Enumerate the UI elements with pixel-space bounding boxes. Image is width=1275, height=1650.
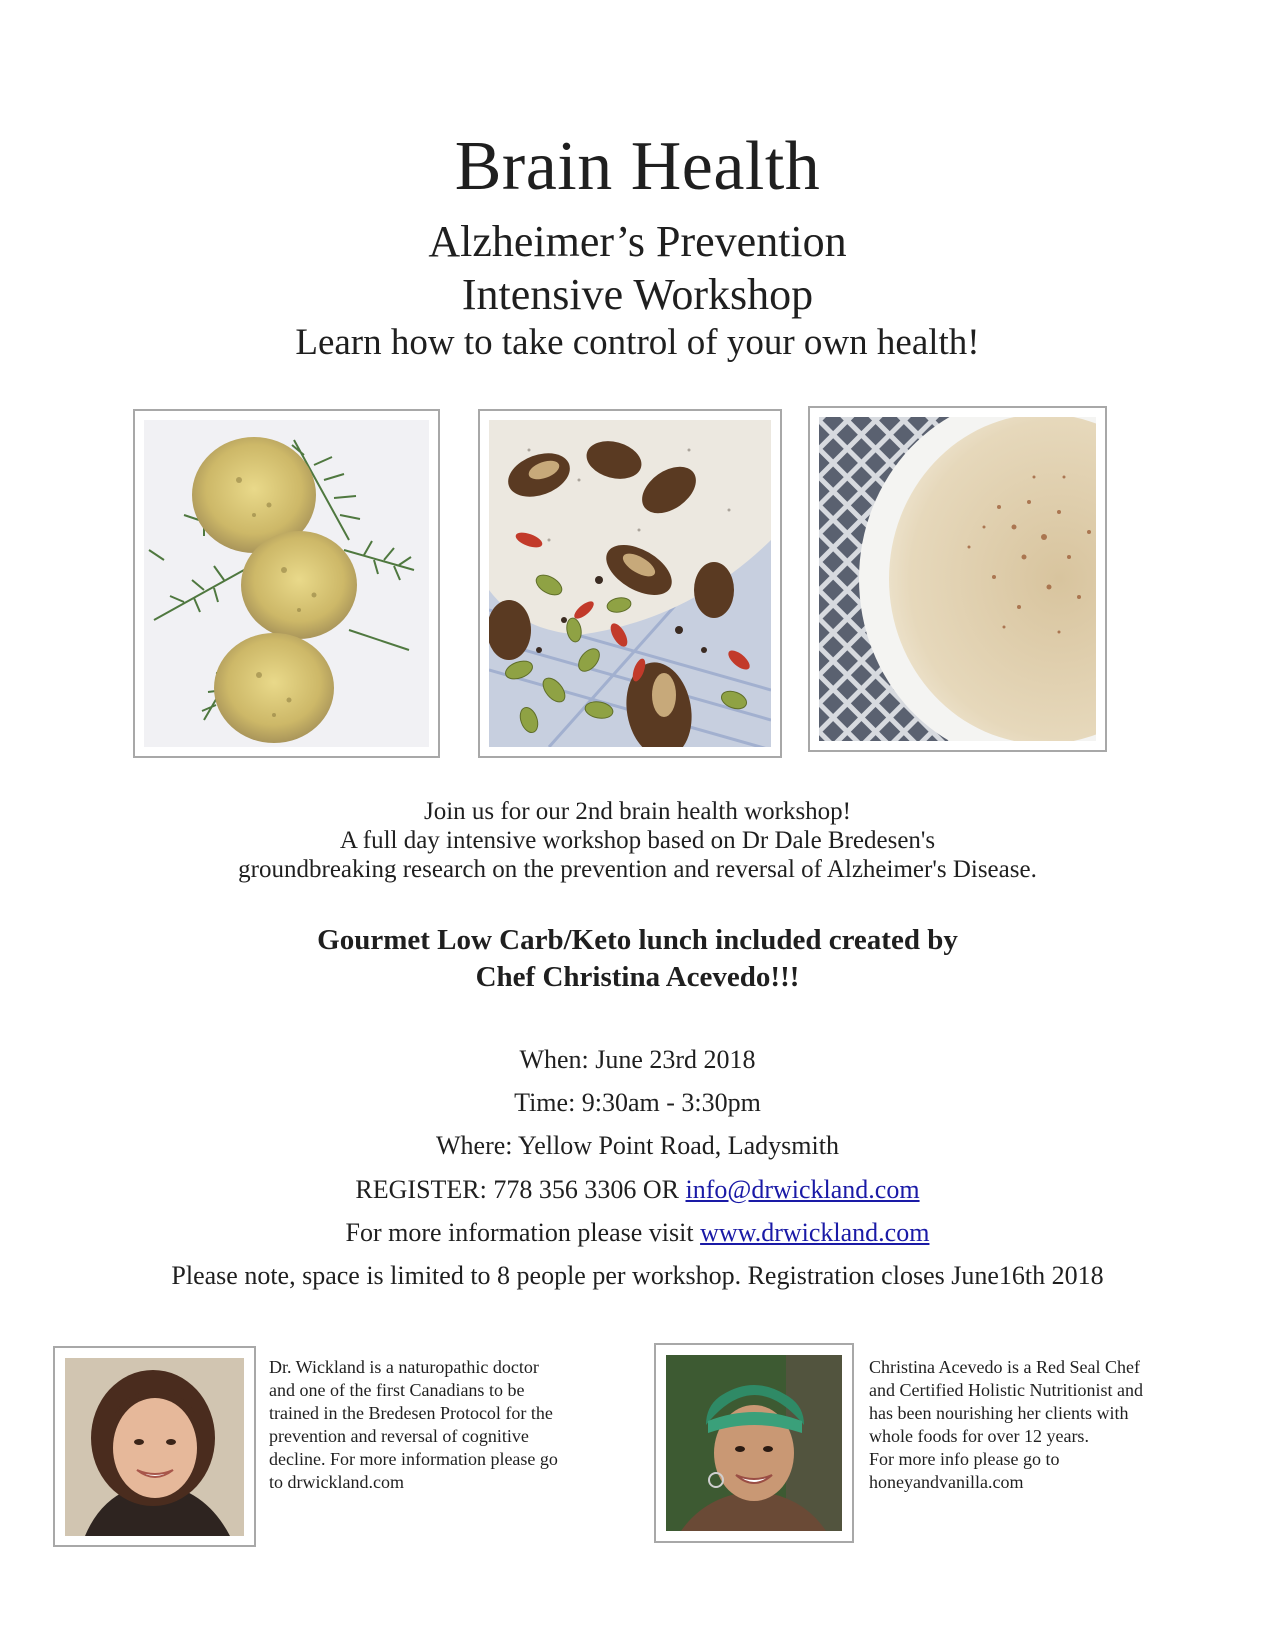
bio-line: Dr. Wickland is a naturopathic doctor — [269, 1357, 539, 1377]
salmon-cakes-with-dill-photo — [144, 420, 429, 747]
chef-acevedo-portrait — [666, 1355, 842, 1531]
bio-line: has been nourishing her clients with — [869, 1403, 1129, 1423]
event-location: Where: Yellow Point Road, Ladysmith — [436, 1131, 839, 1160]
nuts-and-seeds-bowl-photo — [489, 420, 771, 747]
page-title: Brain Health — [454, 128, 821, 205]
food-photo-1 — [133, 409, 440, 758]
event-time: Time: 9:30am - 3:30pm — [514, 1088, 761, 1117]
intro-line-2: A full day intensive workshop based on Dr Dale Bredesen's — [339, 827, 936, 854]
bio-line: to drwickland.com — [269, 1472, 404, 1492]
tagline: Learn how to take control of your own health! — [295, 322, 980, 363]
register-email-link[interactable]: info@drwickland.com — [685, 1175, 920, 1204]
intro-line-1: Join us for our 2nd brain health workshop! — [423, 798, 851, 825]
cinnamon-latte-photo — [819, 417, 1096, 741]
food-photo-3 — [808, 406, 1107, 752]
bio-line: decline. For more information please go — [269, 1449, 558, 1469]
bio-line: and one of the first Canadians to be — [269, 1380, 525, 1400]
chef-acevedo-bio — [869, 1356, 1209, 1494]
capacity-note: Please note, space is limited to 8 people per workshop. Registration closes June16th 2018 — [171, 1261, 1104, 1290]
register-line — [0, 1174, 1275, 1206]
bio-line: For more info please go to — [869, 1449, 1060, 1469]
chef-acevedo-photo-frame — [654, 1343, 854, 1543]
bio-line: and Certified Holistic Nutritionist and — [869, 1380, 1143, 1400]
more-info-label: For more information please visit — [345, 1218, 701, 1247]
lunch-line-2: Chef Christina Acevedo!!! — [475, 961, 800, 993]
bio-line: prevention and reversal of cognitive — [269, 1426, 529, 1446]
lunch-line-1: Gourmet Low Carb/Keto lunch included created by — [317, 924, 958, 956]
dr-wickland-photo-frame — [53, 1346, 256, 1547]
lunch-announcement — [0, 922, 1275, 996]
subtitle-line-2: Intensive Workshop — [461, 270, 814, 319]
bio-line: trained in the Bredesen Protocol for the — [269, 1403, 553, 1423]
bio-line: whole foods for over 12 years. — [869, 1426, 1089, 1446]
register-label: REGISTER: 778 356 3306 OR — [355, 1175, 686, 1204]
dr-wickland-bio — [269, 1356, 609, 1494]
bio-line: honeyandvanilla.com — [869, 1472, 1024, 1492]
website-link[interactable]: www.drwickland.com — [700, 1218, 930, 1247]
intro-paragraph — [0, 797, 1275, 884]
food-photo-2 — [478, 409, 782, 758]
subtitle-line-1: Alzheimer’s Prevention — [428, 217, 847, 266]
more-info-line — [0, 1217, 1275, 1249]
dr-wickland-portrait — [65, 1358, 244, 1536]
event-date: When: June 23rd 2018 — [519, 1045, 756, 1074]
bio-line: Christina Acevedo is a Red Seal Chef — [869, 1357, 1140, 1377]
intro-line-3: groundbreaking research on the prevention and reversal of Alzheimer's Disease. — [238, 856, 1037, 883]
